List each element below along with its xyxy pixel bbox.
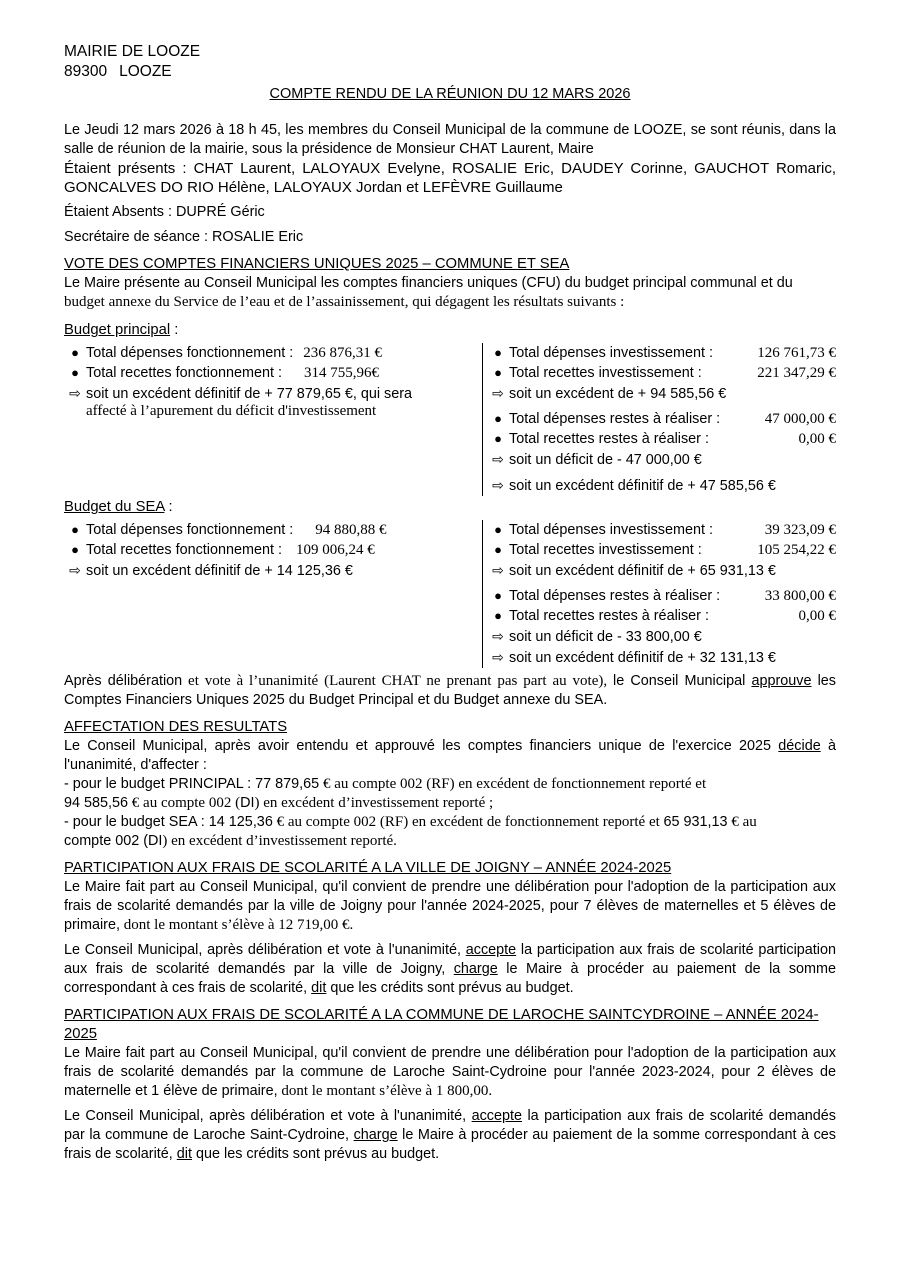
- vote-intro: [64, 274, 836, 312]
- bullet-icon: ●: [494, 522, 502, 537]
- result-line: [487, 626, 836, 647]
- text-segment: Total dépenses fonctionnement :: [86, 345, 294, 361]
- list-item: [487, 606, 836, 626]
- result-continuation: affecté à l’apurement du déficit d'investissement: [86, 403, 377, 419]
- text-segment: charge: [353, 1127, 398, 1143]
- text-segment: la participation aux frais de scolarité demandés par la commune de Laroche Saint-Cydroine,: [64, 1108, 837, 1143]
- list-item: [487, 363, 836, 383]
- text-segment: 0,00 €: [798, 608, 836, 624]
- text-segment: Total recettes investissement :: [509, 542, 702, 558]
- text-segment: 0,00 €: [798, 431, 836, 447]
- text-segment: :: [170, 322, 179, 338]
- text-segment: le Maire à procéder au paiement de la somme correspondant à ces frais de scolarité,: [64, 961, 836, 996]
- section-heading-affectation: AFFECTATION DES RESULTATS: [64, 719, 288, 735]
- text-segment: budget annexe du Service de l’eau et de l’assainissement, qui dégagent les résultats suivants :: [64, 294, 625, 310]
- text-segment: 39 323,09 €: [764, 522, 836, 538]
- text-segment: soit un déficit de - 47 000,00 €: [509, 452, 702, 468]
- text-segment: Total recettes fonctionnement :: [86, 365, 282, 381]
- budget-sea-table: [64, 520, 836, 668]
- text-segment: ) en excédent d’investissement reporté.: [162, 833, 397, 849]
- list-item: [487, 520, 836, 540]
- bullet-icon: ●: [494, 345, 502, 360]
- text-segment: Total dépenses restes à réaliser :: [509, 411, 721, 427]
- text-segment: Le Maire fait part au Conseil Municipal, qu'il convient de prendre une délibération pour l'adoption de la participation aux frais de scolarité demandés par la commune de Laroche Saint-Cydroine pour l'année 2023-2024, pour 2 élèves de maternelle et 1 élève de primaire,: [64, 1045, 836, 1099]
- text-segment: Le Conseil Municipal, après délibération et vote à l'unanimité,: [64, 1108, 472, 1124]
- budget-sea-investissement: [482, 520, 836, 668]
- text-segment: Total dépenses investissement :: [509, 345, 713, 361]
- text-segment: Total recettes restes à réaliser :: [509, 608, 709, 624]
- text-segment: que les crédits sont prévus au budget.: [191, 1146, 440, 1162]
- mairie-address: [64, 62, 836, 82]
- text-segment: soit un excédent de + 94 585,56 €: [509, 386, 727, 402]
- text-segment: 236 876,31 €: [303, 345, 382, 361]
- text-segment: ) en excédent d’investissement reporté ;: [254, 795, 494, 811]
- result-line: [487, 383, 836, 404]
- list-item: [64, 343, 482, 363]
- arrow-right-icon: ⇨: [69, 385, 81, 401]
- text-segment: soit un excédent définitif de + 77 879,65 €, qui sera: [86, 386, 413, 402]
- text-segment: 314 755,96€: [303, 365, 379, 381]
- text-segment: Total dépenses restes à réaliser :: [509, 588, 721, 604]
- laroche-p1: [64, 1044, 836, 1101]
- document-page: [64, 42, 836, 1164]
- text-segment: 47 000,00 €: [764, 411, 836, 427]
- text-segment: soit un excédent définitif de + 14 125,36 €: [86, 563, 353, 579]
- text-segment: dit: [176, 1146, 192, 1162]
- text-segment: le Maire à procéder au paiement de la somme correspondant à ces frais de scolarité,: [64, 1127, 836, 1162]
- text-segment: € au: [727, 814, 757, 830]
- arrow-right-icon: ⇨: [492, 385, 504, 401]
- list-item: [64, 363, 482, 383]
- page-title: COMPTE RENDU DE LA RÉUNION DU 12 MARS 2026: [269, 86, 631, 102]
- bullet-icon: ●: [494, 608, 502, 623]
- bullet-icon: ●: [494, 431, 502, 446]
- intro-secretaire: Secrétaire de séance : ROSALIE Eric: [64, 229, 304, 245]
- list-item: [487, 586, 836, 606]
- text-segment: à l'unanimité, d'affecter :: [64, 738, 836, 773]
- text-segment: 109 006,24 €: [295, 542, 375, 558]
- letterhead: [64, 42, 836, 82]
- bullet-icon: ●: [494, 542, 502, 557]
- text-segment: Le Conseil Municipal, après avoir entendu et approuvé les comptes financiers unique de l'exercice 2025: [64, 738, 779, 754]
- arrow-right-icon: ⇨: [69, 562, 81, 578]
- text-segment: Total dépenses investissement :: [509, 522, 713, 538]
- text-segment: - pour le budget SEA : 14 125,36: [64, 814, 273, 830]
- affectation-principal: [64, 775, 836, 813]
- joigny-p2: [64, 941, 836, 998]
- text-segment: 105 254,22 €: [757, 542, 836, 558]
- text-segment: 94 585,56: [64, 795, 129, 811]
- affectation-intro: [64, 737, 836, 775]
- list-item: [487, 343, 836, 363]
- budget-principal-investissement: [482, 343, 836, 496]
- text-segment: € au compte 002 (: [128, 795, 241, 811]
- text-segment: 221 347,29 €: [757, 365, 836, 381]
- arrow-right-icon: ⇨: [492, 628, 504, 644]
- text-segment: € au compte 002 (RF) en excédent de fonctionnement reporté et: [319, 776, 707, 792]
- postal-code: 89300: [64, 63, 108, 80]
- bullet-icon: ●: [494, 365, 502, 380]
- arrow-right-icon: ⇨: [492, 451, 504, 467]
- text-segment: Le Conseil Municipal, après délibération et vote à l'unanimité,: [64, 942, 466, 958]
- text-segment: Total dépenses fonctionnement :: [86, 522, 294, 538]
- text-segment: dont le montant s’élève à 1 800,00.: [277, 1083, 493, 1099]
- final-result-line: [487, 647, 836, 668]
- text-segment: le Conseil Municipal: [613, 673, 752, 689]
- text-segment: Total recettes investissement :: [509, 365, 702, 381]
- text-segment: Total recettes restes à réaliser :: [509, 431, 709, 447]
- bullet-icon: ●: [71, 522, 79, 537]
- budget-principal-heading: [64, 321, 836, 340]
- text-segment: approuve: [751, 673, 812, 689]
- intro-presents: Étaient présents : CHAT Laurent, LALOYAUX Evelyne, ROSALIE Eric, DAUDEY Corinne, GAUCHOT Romaric, GONCALVES DO RIO Hélène, LALOYAUX Jordan et LEFÈVRE Guillaume: [64, 160, 836, 196]
- text-segment: DI: [240, 795, 255, 811]
- bullet-icon: ●: [71, 345, 79, 360]
- section-heading-vote: VOTE DES COMPTES FINANCIERS UNIQUES 2025 – COMMUNE ET SEA: [64, 256, 570, 272]
- laroche-p2: [64, 1107, 836, 1164]
- arrow-right-icon: ⇨: [492, 562, 504, 578]
- text-segment: charge: [453, 961, 498, 977]
- text-segment: :: [164, 499, 173, 515]
- bullet-icon: ●: [71, 365, 79, 380]
- text-segment: que les crédits sont prévus au budget.: [326, 980, 574, 996]
- budget-sea-heading: [64, 498, 836, 517]
- text-segment: soit un excédent définitif de + 47 585,56 €: [509, 478, 776, 494]
- city: LOOZE: [119, 63, 172, 80]
- list-item: [64, 520, 482, 540]
- budget-principal-fonctionnement: [64, 343, 482, 496]
- text-segment: € au compte 002 (RF) en excédent de fonctionnement reporté et: [272, 814, 664, 830]
- text-segment: Budget du SEA: [64, 499, 165, 515]
- text-segment: la participation aux frais de scolarité participation aux frais de scolarité demandés par la ville de Joigny,: [64, 942, 836, 977]
- bullet-icon: ●: [494, 411, 502, 426]
- list-item: [64, 540, 482, 560]
- text-segment: soit un excédent définitif de + 65 931,13 €: [509, 563, 776, 579]
- text-segment: dit: [311, 980, 327, 996]
- text-segment: Le Maire fait part au Conseil Municipal, qu'il convient de prendre une délibération pour l'adoption de la participation aux frais de scolarité demandés par la ville de Joigny pour l'année 2024-2025, pour 7 élèves de maternelles et 5 élèves de primaire,: [64, 879, 836, 933]
- budget-principal-table: [64, 343, 836, 496]
- bullet-icon: ●: [71, 542, 79, 557]
- text-segment: 126 761,73 €: [757, 345, 836, 361]
- section-heading-laroche: PARTICIPATION AUX FRAIS DE SCOLARITÉ A LA COMMUNE DE LAROCHE SAINTCYDROINE – ANNÉE 2024-2025: [64, 1007, 819, 1042]
- text-segment: compte 002 (: [64, 833, 148, 849]
- text-segment: Budget principal: [64, 322, 171, 338]
- text-segment: soit un déficit de - 33 800,00 €: [509, 629, 702, 645]
- text-segment: soit un excédent définitif de + 32 131,13 €: [509, 650, 776, 666]
- section-heading-joigny: PARTICIPATION AUX FRAIS DE SCOLARITÉ A LA VILLE DE JOIGNY – ANNÉE 2024-2025: [64, 860, 672, 876]
- text-segment: DI: [148, 833, 163, 849]
- list-item: [487, 540, 836, 560]
- text-segment: décide: [778, 738, 821, 754]
- mairie-name: MAIRIE DE LOOZE: [64, 43, 201, 60]
- text-segment: et vote à l’unanimité (Laurent CHAT ne prenant pas part au vote),: [182, 673, 614, 689]
- text-segment: 65 931,13: [663, 814, 728, 830]
- result-line: [487, 560, 836, 581]
- list-item: [487, 429, 836, 449]
- text-segment: accepte: [471, 1108, 523, 1124]
- bullet-icon: ●: [494, 588, 502, 603]
- text-segment: 33 800,00 €: [764, 588, 836, 604]
- joigny-p1: [64, 878, 836, 935]
- text-segment: 94 880,88 €: [315, 522, 387, 538]
- vote-conclusion: [64, 672, 836, 710]
- arrow-right-icon: ⇨: [492, 477, 504, 493]
- text-segment: les Comptes Financiers Uniques 2025 du Budget Principal et du Budget annexe du SEA.: [64, 673, 836, 708]
- text-segment: Total recettes fonctionnement :: [86, 542, 282, 558]
- text-segment: accepte: [465, 942, 517, 958]
- text-segment: Le Maire présente au Conseil Municipal les comptes financiers uniques (CFU) du budget principal communal et du: [64, 275, 793, 291]
- text-segment: - pour le budget PRINCIPAL : 77 879,65: [64, 776, 320, 792]
- text-segment: dont le montant s’élève à 12 719,00 €.: [119, 917, 354, 933]
- text-segment: Après délibération: [64, 673, 183, 689]
- result-line: [64, 560, 482, 581]
- result-line: [487, 449, 836, 470]
- affectation-sea: [64, 813, 836, 851]
- intro-opening: Le Jeudi 12 mars 2026 à 18 h 45, les membres du Conseil Municipal de la commune de LOOZE, se sont réunis, dans la salle de réunion de la mairie, sous la présidence de Monsieur CHAT Laurent, Maire: [64, 122, 836, 157]
- list-item: [487, 409, 836, 429]
- arrow-right-icon: ⇨: [492, 649, 504, 665]
- intro-absents: Étaient Absents : DUPRÉ Géric: [64, 204, 265, 220]
- final-result-line: [487, 475, 836, 496]
- budget-sea-fonctionnement: [64, 520, 482, 668]
